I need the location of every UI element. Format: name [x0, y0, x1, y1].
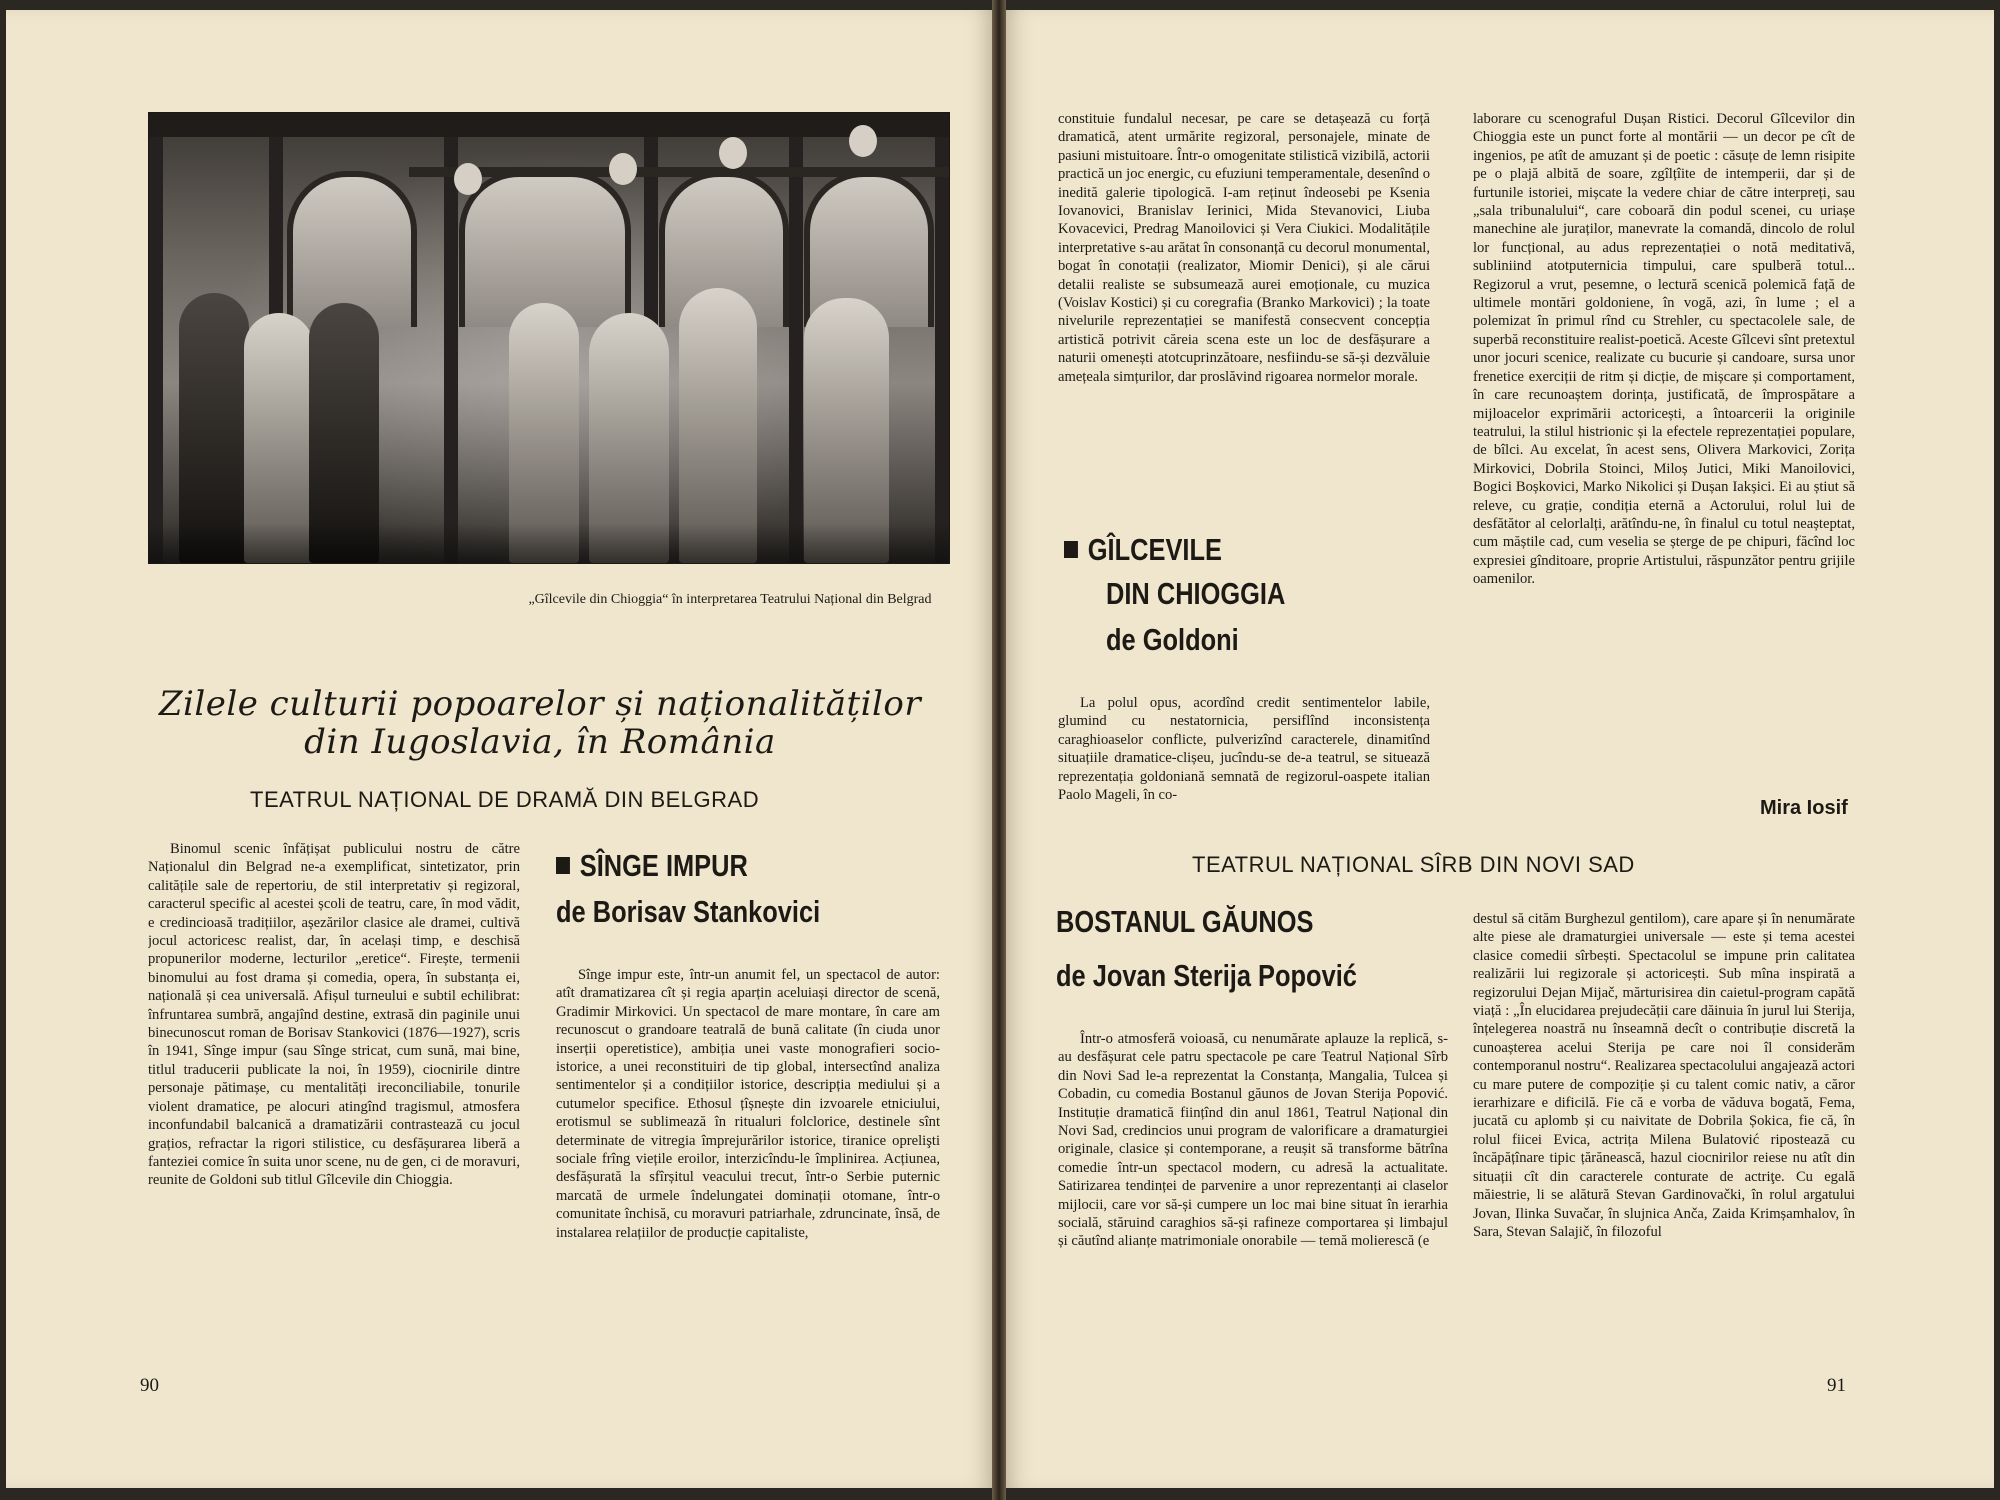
section-heading-belgrad: TEATRUL NAȚIONAL DE DRAMĂ DIN BELGRAD: [250, 787, 760, 812]
play2-author: de Goldoni: [1106, 622, 1239, 657]
left-column-2: [556, 966, 940, 1362]
main-title-line2: din Iugoslavia, în România: [304, 722, 776, 762]
page-number-right: 91: [1827, 1375, 1846, 1396]
left-column-1: [148, 840, 520, 1360]
section-heading-novi-sad: TEATRUL NAȚIONAL SÎRB DIN NOVI SAD: [1192, 852, 1635, 877]
right-col1-text: constituie fundalul necesar, pe care se detașează cu forță dramatică, atent urmărite regizoral, personajele, minate de pasiuni mistuitoare. Într-o omogenitate stilistică vizibilă, actorii practică un joc energic, cu efuziuni temperamentale, desenînd o inedită galerie tipologică. I-am reținut îndeosebi pe Ksenia Iovanovici, Branislav Ierinici, Mida Stevanovici, Liuba Kovacevici, Predrag Manoilovici și Vera Ciukici. Modalitățile interpretative s-au arătat în consonanță cu decorul monumental, bogat în conotații (realizator, Miomir Denici), și ale cărui detalii realiste se subsumează aurei emoționale, cu muzica (Voislav Kostici) și cu coregrafia (Branko Markovici) ; la toate nivelurile reprezentației se manifestă consecvent concepția artistică potrivit căreia scena este un loc de desfășurare a naturii omenești atotcuprinzătoare, nesfiindu-se să-și dezvăluie amețeala simțurilor, dar proslăvind rigoarea normelor morale.: [1058, 111, 1430, 385]
right-col4-text: destul să cităm Burghezul gentilom), care apare și în nenumărate alte piese ale dramaturgiei universale — este și tema acestei clasice comedii sîrbești. Spectacolul se impune prin calitatea realizării lui regizorale și actoricești. Sub mîna inspirată a regizorului Dejan Mijač, mărturisirea din caietul-program capătă viață : „În elucidarea prejudecății care dăinuia în jurul lui Sterija, înțelegerea noastră nu înseamnă decît o contribuție discretă la cunoașterea acelui Sterija pe care noi îl considerăm contemporanul nostru“. Realizarea spectacolului angajează actori cu mare putere de compoziție și cu talent comic nativ, a căror ierarhizare e dificilă. Fie că e vorba de văduva bogată, Fema, jucată cu aplomb și cu naivitate de Dobrila Șokica, fie că, în rolul fiicei Evica, actrița Milena Bulatović ripostează cu încăpățînare tipic țărănească, hazul ciocnirilor reiese nu atît din situații cît din caracterele conturate de actriţe. Cu egală măiestrie, li se alătură Stevan Gardinovački, în rolul argatului Jovan, Ilinka Suvačar, în slujnica Anča, Zaida Krimșamhalov, în Sara, Stevan Salajič, în filozoful: [1473, 911, 1855, 1240]
left-col2-text: Sînge impur este, într-un anumit fel, un spectacol de autor: atît dramatizarea cît și regia aparțin aceluiași director de scenă, Gradimir Mirkovici. Un spectacol de mare montare, în care am recunoscut o grandoare teatrală de bună calitate (în ciuda unor inserții operetistice), ambiția unei vaste monografieri socio-istorice, a unei reconstituiri de tip global, intersectînd analiza sentimentelor și a condițiilor istorice, descripția mediului și a cutumelor specifice. Ethosul țîșnește din izvoarele etniciului, erotismul se sublimează în ritualuri folclorice, destinele sînt determinate de vitregia împrejurărilor istorice, tiranice oprelişti sociale frîng viețile eroilor, interzicîndu-le împlinirea. Acțiunea, desfășurată la sfîrșitul veacului trecut, într-o Serbie puternic marcată de urmele îndelungatei dominații otomane, într-o comunitate închisă, cu moravuri patriarhale, zdruncinate, însă, de instalarea relațiilor de producție capitaliste,: [556, 967, 940, 1241]
play1-author: de Borisav Stankovici: [556, 894, 821, 929]
play3-title: BOSTANUL GĂUNOS: [1056, 904, 1314, 939]
photo-caption: „Gîlcevile din Chioggia“ în interpretarea Teatrului Național din Belgrad: [528, 592, 932, 607]
right-column-4: [1473, 910, 1855, 1366]
page-number-left: 90: [140, 1375, 159, 1396]
right-column-1: [1058, 110, 1430, 512]
signature: Mira Iosif: [1760, 797, 1848, 819]
right-column-2: [1473, 110, 1855, 786]
play2-title: GÎLCEVILE: [1087, 532, 1222, 567]
play3-heading: [1056, 900, 1456, 998]
main-title-line1: Zilele culturii popoarelor și naționalităților: [158, 684, 922, 724]
play1-title: SÎNGE IMPUR: [579, 848, 748, 883]
right-col1b-text: La polul opus, acordînd credit sentimentelor labile, glumind cu nestatornicia, persiflînd inconsistența caraghioaselor conflicte, pulverizînd caracterele, dinamitînd situațiile dramatice-clișeu, jucîndu-se de-a teatrul, se situează reprezentația goldoniană semnată de regizorul-oaspete italian Paolo Mageli, în co-: [1058, 695, 1430, 804]
play2-title-line2: DIN CHIOGGIA: [1106, 576, 1286, 611]
right-column-1b: [1058, 694, 1430, 824]
right-col2-text: laborare cu scenograful Dușan Ristici. Decorul Gîlcevilor din Chioggia este un punct forte al montării — un decor pe cît de ingenios, pe atît de amuzant și de poetic : căsuțe de lemn risipite pe o plajă albită de soare, zgîlțîite de intemperii, dar și de furtunile istoriei, mișcate la vedere chiar de către interpreți, sau „sala tribunalului“, care coboară din podul scenei, cu uriașe manechine ale juraților, manevrate la comandă, dincolo de rolul lor funcțional, au adus reprezentației o notă meditativă, subliniind atotputernicia timpului, care spulberă totul... Regizorul a vrut, pesemne, o lectură scenică polemică față de ultimele montări goldoniene, în vogă, azi, în lume ; el a polemizat în primul rînd cu Strehler, cu spectacolele sale, de superbă reconstituire realist-poetică. Aceste Gîlcevi sînt pretextul unor jocuri scenice, realizate cu bucurie și candoare, sursa unor frenetice exerciții de ritm și dicție, de mișcare și comportament, în care recunoaștem dorința, justificată, de împrospătare a mijloacelor exprimării actoricești, a întoarcerii la originile teatrului, la stilul histrionic și la efectele reprezentației populare, de bîlci. Au excelat, în acest sens, Olivera Markovici, Zorița Mirkovici, Dobrila Stoinci, Miloș Jutici, Miki Manoilovici, Bogici Boșkovici, Marko Nikolici și Dușan Iakșici. Ei au știut să releve, cu grație, condiția eternă a Actorului, rolul lui de desfătător al celorlalți, arătîndu-ne, în finalul cu totul neașteptat, cum măștile cad, cum veselia se șterge de pe chipuri, făcînd loc expresiei gînditoare, proprie Artistului, răspunzător pentru grijile oamenilor.: [1473, 111, 1855, 588]
stage-photo: [148, 112, 950, 564]
right-column-3: [1058, 1030, 1448, 1366]
play1-heading: [556, 844, 956, 934]
book-gutter: [992, 0, 1006, 1500]
left-col1-text: Binomul scenic înfățișat publicului nostru de către Naționalul din Belgrad ne-a exemplificat, sintetizator, prin calitățile sale de repertoriu, de stil interpretativ și regizoral, caracterul specific al acestei școli de teatru, care, în mod vădit, e credincioasă tradițiilor, așezărilor clasice ale dramei, cultivă jocul actoricesc realist, dar, în același timp, e deschisă propunerilor moderne, lecturilor „eretice“. Firește, termenii binomului au fost drama și comedia, opera, în substanța ei, națională și cea universală. Afișul turneului e subtil echilibrat: înfruntarea sumbră, angajînd destine, extrasă din paginile unui binecunoscut roman de Borisav Stankovici (1876—1927), scris în 1941, Sînge impur (sau Sînge stricat, cum sună, mai bine, titlul traducerii publicate la noi, în 1959), ciocnirile dintre personaje pătimașe, cu mentalități ireconciliabile, tonurile violent dramatice, pe alocuri atingînd tragismul, atmosfera inconfundabil balcanică a dramatizării contrastează cu jocul grațios, refractar la rigori stilistice, cu desfășurarea liberă a fanteziei comice în suita unor scene, nu de gen, ci de moravuri, reunite de Goldoni sub titlul Gîlcevile din Chioggia.: [148, 841, 520, 1189]
play2-heading: [1064, 528, 1424, 662]
right-col3-text: Într-o atmosferă voioasă, cu nenumărate aplauze la replică, s-au desfășurat cele patru spectacole pe care Teatrul Național Sîrb din Novi Sad le-a reprezentat la Constanța, Mangalia, Tulcea și Cobadin, cu comedia Bostanul găunos de Jovan Sterija Popović. Instituție dramatică ființînd din anul 1861, Teatrul Național din Novi Sad, credincios unui program de valorificare a dramaturgiei originale, clasice și contemporane, a reușit să transforme bătrîna comedie într-un spectacol modern, cu adresă la actualitate. Satirizarea tendinței de parvenire a unor reprezentanți ai claselor mijlocii, care vor să-și cumpere un loc mai bine situat în ierarhia socială, stăruind caraghios să-și rafineze comportarea și limbajul și căutînd alianțe matrimoniale onorabile — temă molierescă (e: [1058, 1031, 1448, 1250]
play3-author: de Jovan Sterija Popović: [1056, 958, 1357, 993]
